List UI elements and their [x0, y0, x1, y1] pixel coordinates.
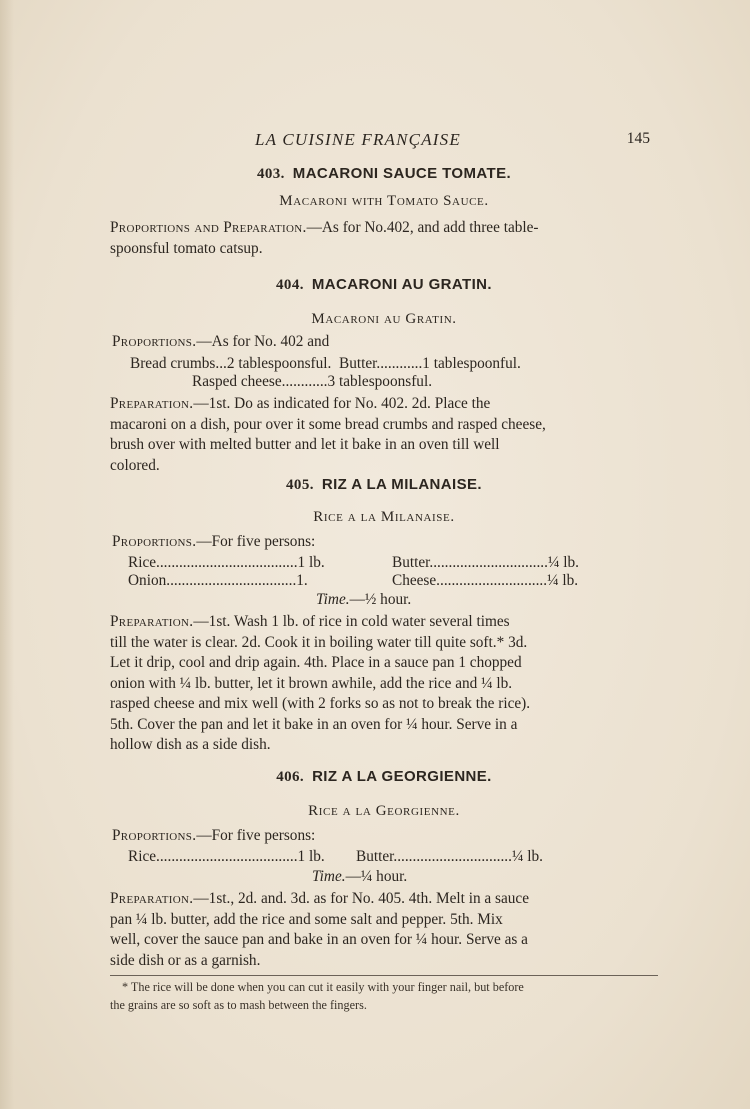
section-label: Proportions. [112, 827, 197, 844]
ingredient-onion: Onion..................................1. [128, 572, 308, 589]
recipe-406-preparation [110, 889, 658, 971]
footnote-line: the grains are so soft as to mash between the fingers. [110, 998, 367, 1012]
recipe-number: 406. [276, 769, 305, 785]
ingredient-rice: Rice.....................................1 lb. [128, 848, 325, 865]
text-line: —For five persons: [196, 827, 316, 844]
text-line: side dish or as a garnish. [110, 951, 261, 969]
recipe-number: 405. [286, 477, 314, 493]
text-line: —As for No.402, and add three table- [306, 219, 539, 236]
ingredient-line: Rasped cheese............3 tablespoonsful. [192, 373, 433, 390]
recipe-number: 404. [276, 277, 304, 293]
text-line: —As for No. 402 and [196, 333, 330, 350]
time-label: Time. [312, 868, 346, 885]
recipe-404-heading [110, 276, 658, 294]
recipe-number: 403. [256, 166, 285, 182]
recipe-406-time [312, 868, 407, 886]
page-spine-shadow [0, 0, 14, 1109]
recipe-405-heading [110, 476, 658, 494]
recipe-406-heading [110, 768, 658, 786]
time-value: —½ hour. [349, 591, 412, 608]
section-label: Preparation. [110, 613, 194, 630]
recipe-title: MACARONI AU GRATIN. [311, 276, 492, 293]
recipe-405-time [316, 591, 411, 609]
text-line: onion with ¼ lb. butter, let it brown awhile, add the rice and ¼ lb. [110, 674, 513, 692]
recipe-405-preparation [110, 612, 658, 756]
running-title: LA CUISINE FRANÇAISE [255, 130, 461, 149]
section-label: Proportions. [112, 333, 197, 350]
recipe-title: MACARONI SAUCE TOMATE. [292, 165, 512, 182]
footnote [110, 978, 658, 1014]
section-label: Proportions and Preparation. [110, 219, 307, 236]
text-line: macaroni on a dish, pour over it some bread crumbs and rasped cheese, [110, 415, 546, 433]
recipe-title: RIZ A LA GEORGIENNE. [312, 768, 492, 785]
text-line: rasped cheese and mix well (with 2 forks so as not to break the rice). [110, 695, 531, 712]
recipe-405-subtitle: Rice a la Milanaise. [313, 509, 455, 525]
recipe-403-subtitle: Macaroni with Tomato Sauce. [279, 193, 489, 209]
recipe-406-subtitle: Rice a la Georgienne. [308, 803, 460, 819]
text-line: 5th. Cover the pan and let it bake in an oven for ¼ hour. Serve in a [110, 715, 518, 733]
text-line: pan ¼ lb. butter, add the rice and some salt and pepper. 5th. Mix [110, 910, 503, 928]
recipe-405-proportions [112, 533, 315, 551]
running-head [110, 130, 658, 152]
section-label: Preparation. [110, 395, 194, 412]
recipe-406-proportions [112, 827, 315, 845]
recipe-404-proportions [112, 333, 329, 351]
footnote-line: * The rice will be done when you can cut it easily with your finger nail, but before [122, 980, 524, 994]
text-line: till the water is clear. 2d. Cook it in boiling water till quite soft.* 3d. [110, 633, 528, 651]
ingredient-rice: Rice.....................................1 lb. [128, 554, 325, 571]
section-label: Preparation. [110, 890, 194, 907]
text-line: well, cover the sauce pan and bake in an oven for ¼ hour. Serve as a [110, 931, 528, 948]
text-line: Let it drip, cool and drip again. 4th. Place in a sauce pan 1 chopped [110, 654, 522, 671]
ingredient-line: Bread crumbs...2 tablespoonsful. Butter............1 tablespoonful. [130, 355, 521, 372]
page-number: 145 [626, 130, 650, 147]
text-line: —For five persons: [196, 533, 316, 550]
recipe-403-text [110, 218, 658, 259]
text-line: hollow dish as a side dish. [110, 736, 271, 753]
section-label: Proportions. [112, 533, 197, 550]
time-value: —¼ hour. [345, 868, 408, 885]
time-label: Time. [316, 591, 350, 608]
recipe-404-preparation [110, 394, 658, 476]
text-line: colored. [110, 456, 160, 474]
ingredient-butter: Butter...............................¼ lb. [356, 848, 543, 865]
recipe-title: RIZ A LA MILANAISE. [321, 476, 482, 493]
recipe-404-subtitle: Macaroni au Gratin. [311, 311, 457, 327]
ingredient-butter: Butter...............................¼ lb. [392, 554, 579, 571]
text-line: —1st., 2d. and. 3d. as for No. 405. 4th. Melt in a sauce [193, 890, 530, 907]
text-line: spoonsful tomato catsup. [110, 239, 263, 257]
footnote-rule [110, 975, 658, 976]
text-line: —1st. Do as indicated for No. 402. 2d. Place the [193, 395, 491, 412]
text-line: brush over with melted butter and let it bake in an oven till well [110, 436, 500, 453]
text-line: —1st. Wash 1 lb. of rice in cold water several times [193, 613, 510, 630]
ingredient-cheese: Cheese.............................¼ lb. [392, 572, 579, 589]
recipe-403-heading [110, 165, 658, 183]
